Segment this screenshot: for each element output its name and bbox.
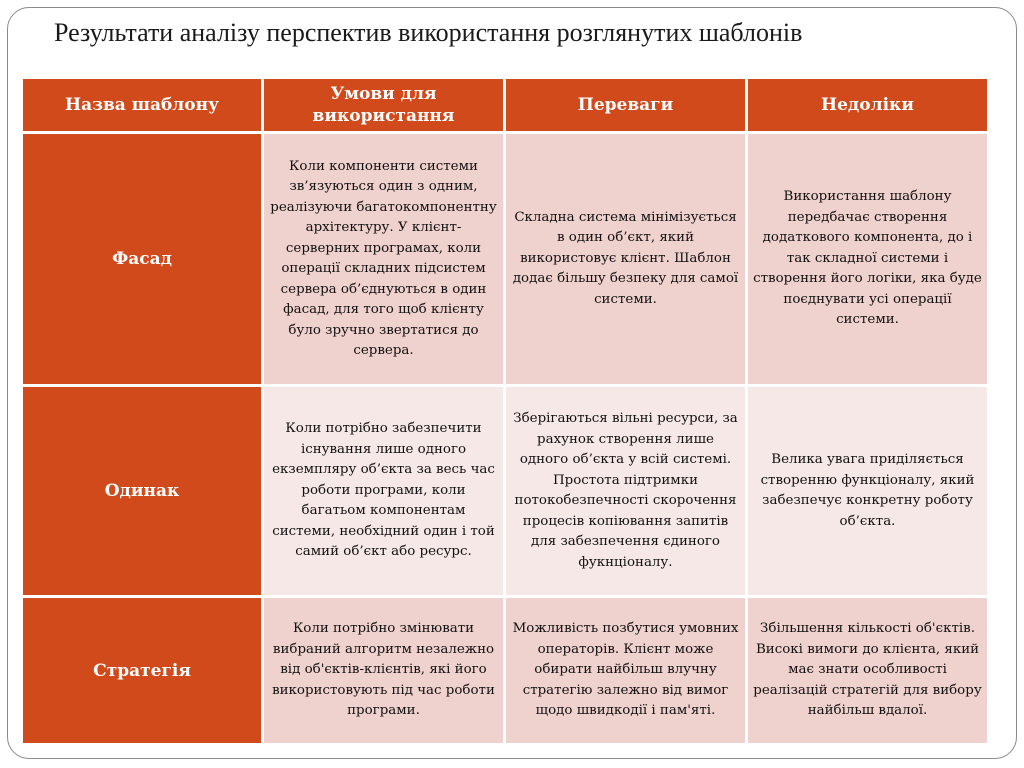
slide-title: Результати аналізу перспектив використання розглянутих шаблонів [54, 18, 803, 47]
header-conditions: Умови для використання [264, 79, 503, 131]
conditions-cell: Коли потрібно забезпечити існування лише одного екземпляру об’єкта за весь час роботи програми, коли багатьом компонентам системи, необхідний один і той самий об’єкт або ресурс. [264, 387, 503, 595]
table-row [23, 598, 987, 743]
patterns-table [20, 76, 990, 746]
advantages-cell: Можливість позбутися умовних операторів. Клієнт може обирати найбільш влучну стратегію залежно від вимог щодо швидкодії і пам'яті. [506, 598, 745, 743]
pattern-name: Фасад [23, 134, 261, 384]
table-header-row [23, 79, 987, 131]
header-name: Назва шаблону [23, 79, 261, 131]
disadvantages-cell: Збільшення кількості об'єктів. Високі вимоги до клієнта, який має знати особливості реалізацій стратегій для вибору найбільш вдалої. [748, 598, 987, 743]
table-row [23, 387, 987, 595]
conditions-cell: Коли компоненти системи зв’язуються один з одним, реалізуючи багатокомпонентну архітектуру. У клієнт-серверних програмах, коли операції складних підсистем сервера об’єднуються в один фасад, для того щоб клієнту було зручно звертатися до сервера. [264, 134, 503, 384]
table-row [23, 134, 987, 384]
header-advantages: Переваги [506, 79, 745, 131]
header-disadvantages: Недоліки [748, 79, 987, 131]
disadvantages-cell: Використання шаблону передбачає створення додаткового компонента, до і так складної системи і створення його логіки, яка буде поєднувати усі операції системи. [748, 134, 987, 384]
disadvantages-cell: Велика увага приділяється створенню функціоналу, який забезпечує конкретну роботу об’єкта. [748, 387, 987, 595]
pattern-name: Стратегія [23, 598, 261, 743]
pattern-name: Одинак [23, 387, 261, 595]
advantages-cell: Складна система мінімізується в один об’єкт, який використовує клієнт. Шаблон додає більшу безпеку для самої системи. [506, 134, 745, 384]
conditions-cell: Коли потрібно змінювати вибраний алгоритм незалежно від об'єктів-клієнтів, які його використовують під час роботи програми. [264, 598, 503, 743]
advantages-cell: Зберігаються вільні ресурси, за рахунок створення лише одного об’єкта у всій системі. Простота підтримки потокобезпечності скорочення процесів копіювання запитів для забезпечення єдиного фукнціоналу. [506, 387, 745, 595]
